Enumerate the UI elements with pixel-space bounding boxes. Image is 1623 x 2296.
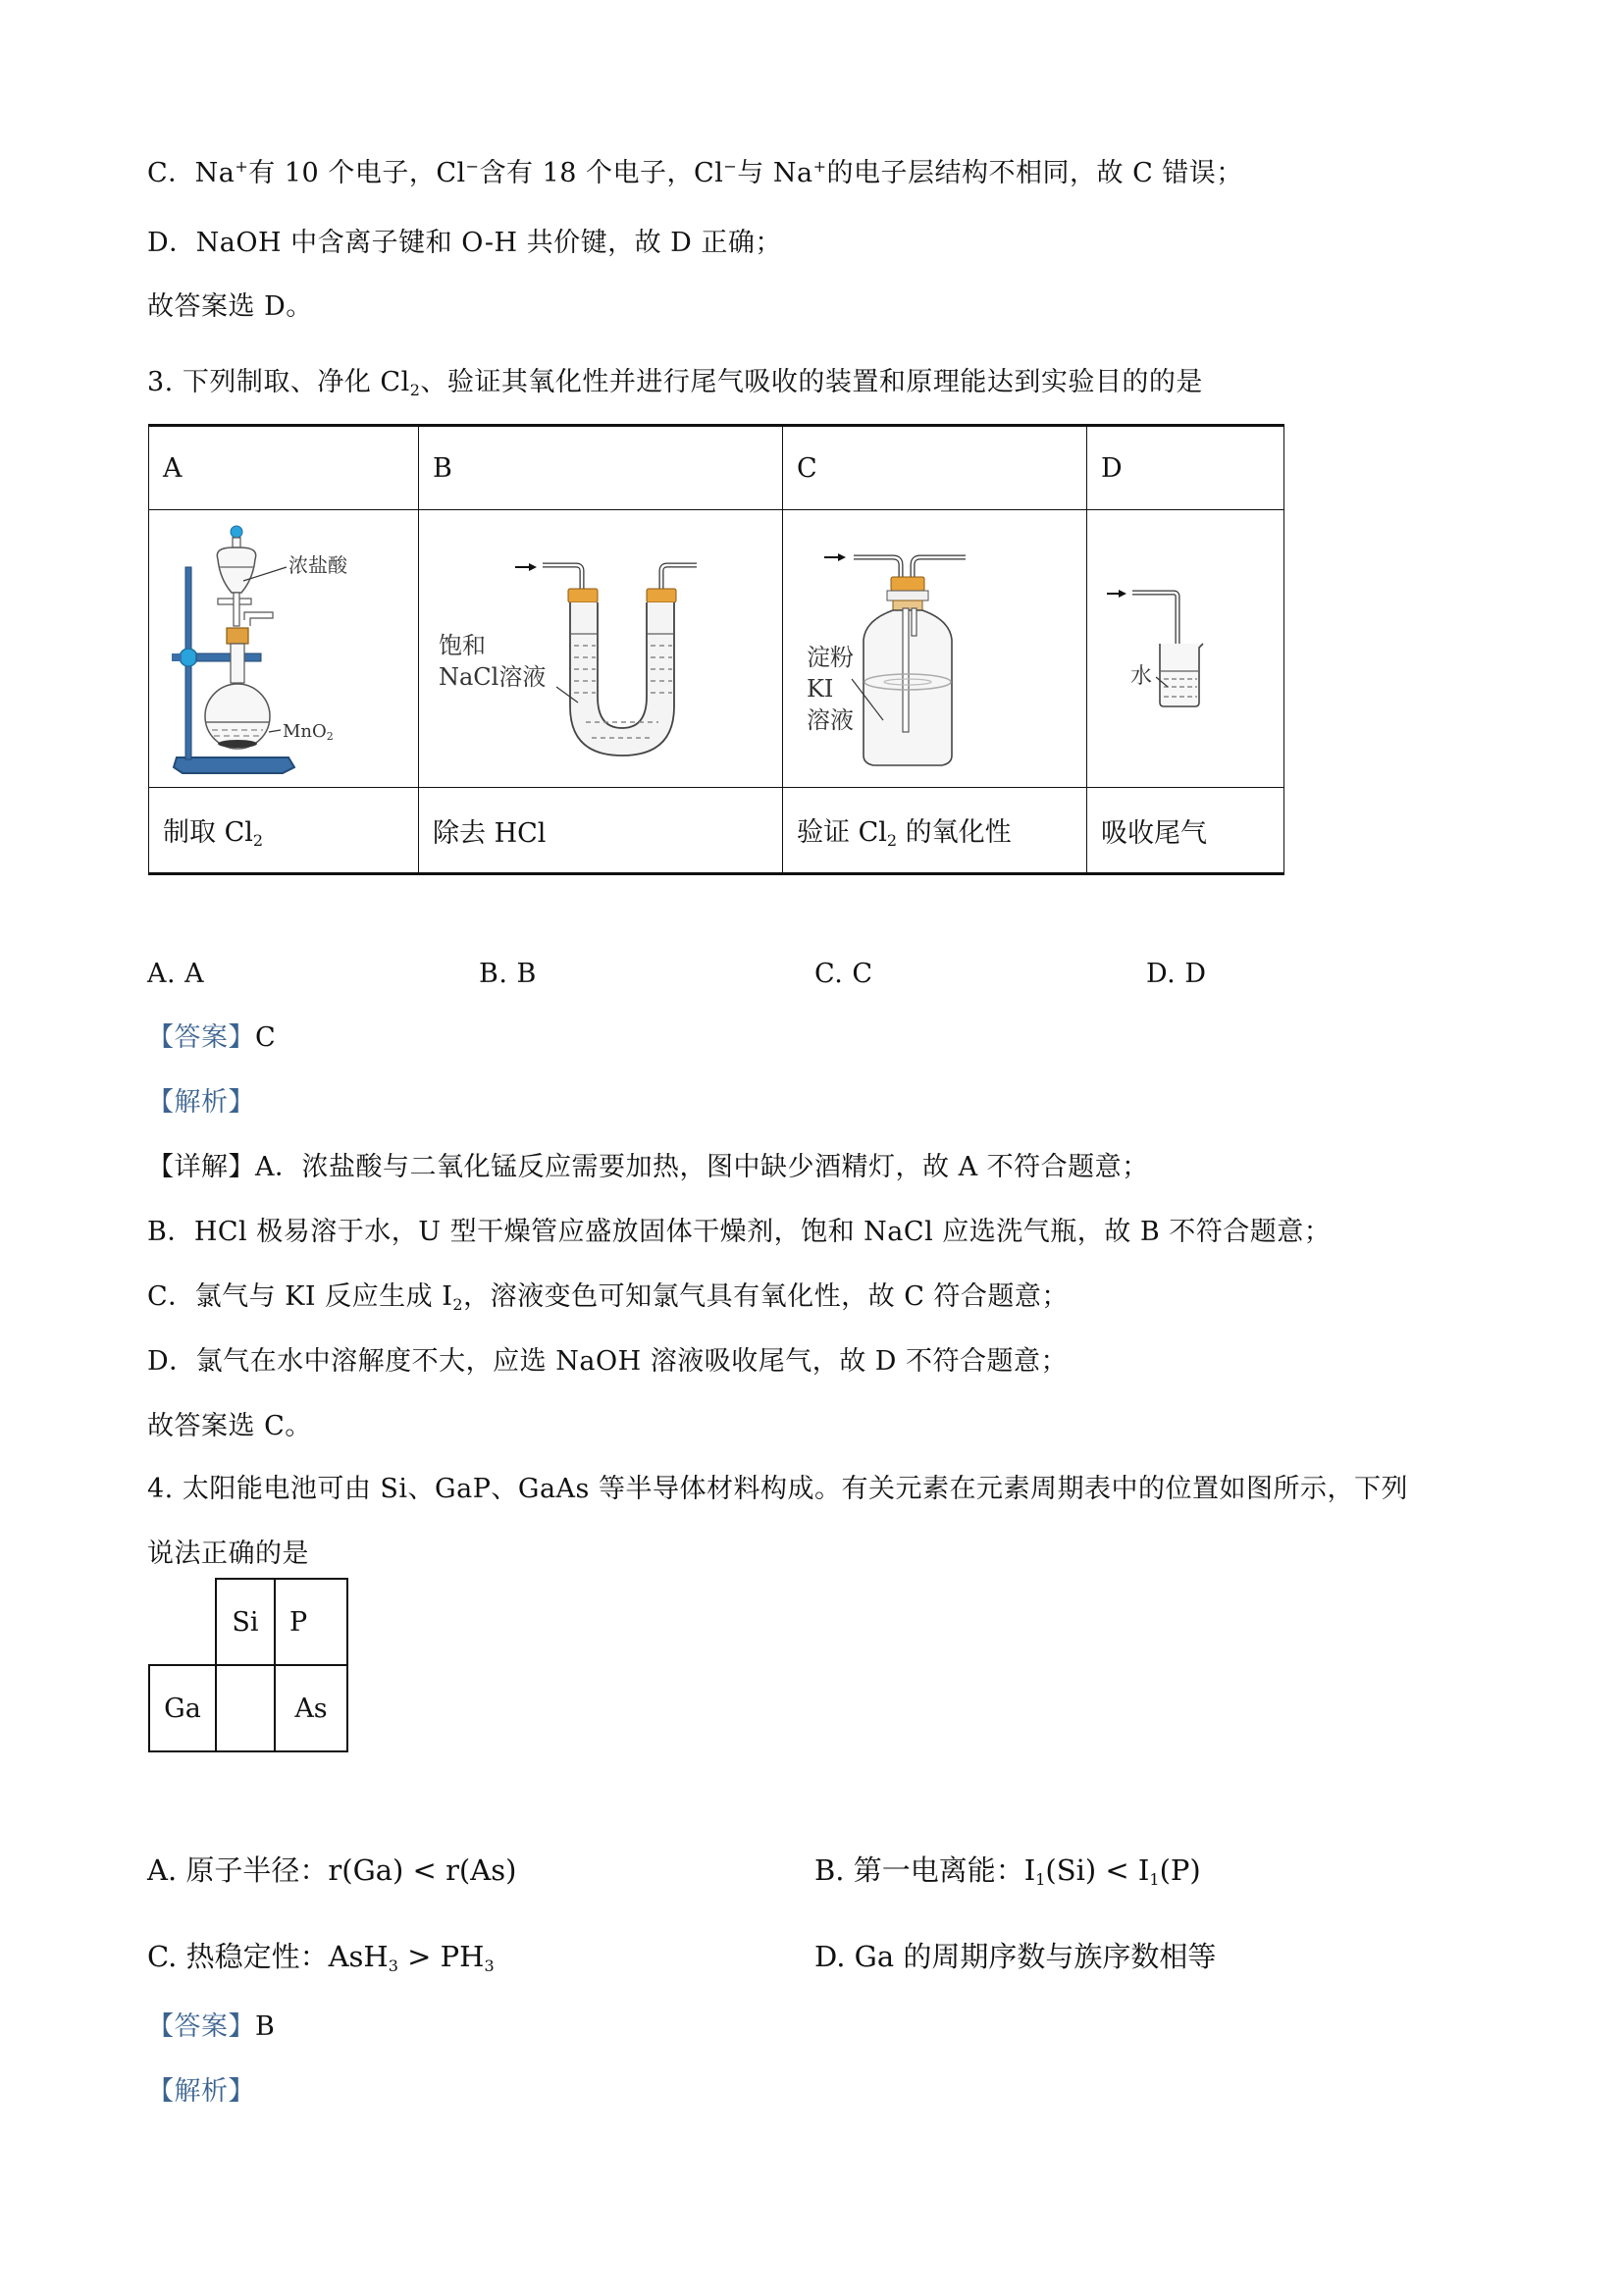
ptable-cell-p: P (275, 1579, 347, 1665)
text: (P) (1159, 1853, 1201, 1887)
answer-tag: 【答案】 (147, 2011, 255, 2042)
figure-d (1087, 510, 1283, 787)
q3-apparatus-table (148, 424, 1284, 875)
label-solution: 溶液 (807, 706, 854, 734)
prev-conclusion: 故答案选 D。 (147, 291, 313, 322)
text: C．Na (147, 158, 236, 188)
text: 除去 HCl (433, 817, 547, 849)
ptable-cell-blank (216, 1665, 275, 1751)
label-ki: KI (807, 675, 834, 703)
answer-value: C (255, 1022, 277, 1053)
header-a: A (149, 426, 419, 510)
q3-stem (147, 365, 1203, 408)
option-text: Ga 的周期序数与族序数相等 (854, 1940, 1217, 1973)
purpose-d (1087, 788, 1284, 874)
text: C．氯气与 KI 反应生成 I (147, 1281, 453, 1312)
beaker-apparatus-icon (1087, 510, 1284, 787)
q3-detail-d: D．氯气在水中溶解度不大，应选 NaOH 溶液吸收尾气，故 D 不符合题意； (147, 1346, 1069, 1377)
q3-option-d[interactable]: D. D (1146, 959, 1207, 989)
detail-tag: 【详解】 (147, 1152, 255, 1182)
q3-option-b[interactable]: B. B (479, 959, 537, 989)
text: 含有 18 个电子，Cl (479, 158, 724, 188)
text: 验证 Cl (797, 817, 887, 848)
subscript: 2 (326, 730, 334, 743)
q3-detail-c (147, 1279, 1069, 1323)
subscript: 2 (886, 831, 898, 850)
figure-b (419, 510, 782, 787)
text: 的氧化性 (897, 817, 1012, 848)
option-label: B. (814, 1853, 845, 1887)
q3-detail-a (147, 1150, 1149, 1185)
analysis-tag: 【解析】 (147, 2076, 255, 2107)
option-label: D. (814, 1940, 846, 1973)
text: (Si) < I (1045, 1853, 1150, 1887)
ptable-row-2 (149, 1665, 347, 1751)
text: 、验证其氧化性并进行尾气吸收的装置和原理能达到实验目的的是 (420, 367, 1203, 397)
table-purpose-row (149, 788, 1284, 874)
figure-a (149, 510, 418, 787)
q4-stem-line2: 说法正确的是 (147, 1539, 309, 1569)
label-water: 水 (1130, 664, 1153, 689)
answer-tag: 【答案】 (147, 1022, 255, 1053)
purpose-c (783, 788, 1087, 874)
label-saturated: 饱和 (439, 632, 486, 659)
subscript: 1 (1149, 1870, 1160, 1889)
text: > PH (397, 1940, 485, 1973)
text: 3. 下列制取、净化 Cl (147, 367, 410, 397)
figure-b-cell (419, 510, 783, 788)
q4-option-c[interactable] (147, 1935, 495, 1975)
prev-explanation-c (147, 149, 1243, 191)
option-label: C. (147, 1940, 178, 1973)
superscript: + (812, 157, 827, 176)
text: ，溶液变色可知氯气具有氧化性，故 C 符合题意； (463, 1281, 1069, 1312)
analysis-tag: 【解析】 (147, 1087, 255, 1118)
figure-c-cell (783, 510, 1087, 788)
subscript: 3 (388, 1957, 398, 1975)
ptable-row-1 (149, 1579, 347, 1665)
superscript: − (723, 157, 738, 176)
table-header-row (149, 426, 1284, 510)
ptable-cell-si: Si (216, 1579, 275, 1665)
q3-conclusion: 故答案选 C。 (147, 1411, 312, 1441)
text: 与 Na (737, 158, 813, 188)
purpose-a (149, 788, 419, 874)
subscript: 2 (409, 381, 421, 399)
text: 的电子层结构不相同，故 C 错误； (826, 158, 1243, 188)
q4-option-b[interactable] (814, 1849, 1201, 1889)
q3-answer (147, 1020, 276, 1056)
text: MnO (283, 721, 327, 742)
superscript: − (465, 157, 480, 176)
ptable-cell-as: As (275, 1665, 347, 1751)
periodic-table-fragment (148, 1578, 348, 1752)
label-mno2 (283, 718, 334, 751)
text: 制取 Cl (163, 817, 253, 848)
purpose-b (419, 788, 783, 874)
label-conc-hcl: 浓盐酸 (288, 553, 347, 577)
figure-a-cell (149, 510, 419, 788)
option-text: 原子半径：r(Ga) < r(As) (185, 1853, 517, 1887)
subscript: 1 (1035, 1870, 1046, 1889)
prev-explanation-d: D．NaOH 中含离子键和 O-H 共价键，故 D 正确； (147, 228, 782, 258)
table-figure-row (149, 510, 1284, 788)
answer-value: B (255, 2011, 276, 2042)
label-nacl-solution: NaCl溶液 (439, 663, 547, 691)
q4-stem-line1: 4. 太阳能电池可由 Si、GaP、GaAs 等半导体材料构成。有关元素在元素周期表中的位置如图所示，下列 (147, 1474, 1408, 1504)
q4-option-d[interactable] (814, 1935, 1216, 1975)
q4-analysis-tag (147, 2074, 255, 2110)
superscript: + (235, 157, 249, 176)
q3-option-c[interactable]: C. C (814, 959, 873, 989)
header-b: B (419, 426, 783, 510)
header-c: C (783, 426, 1087, 510)
ptable-cell-empty (149, 1579, 216, 1665)
text: A．浓盐酸与二氧化锰反应需要加热，图中缺少酒精灯，故 A 不符合题意； (255, 1152, 1149, 1182)
ptable-cell-ga: Ga (149, 1665, 216, 1751)
subscript: 3 (484, 1957, 495, 1975)
subscript: 2 (452, 1295, 464, 1314)
label-starch: 淀粉 (807, 644, 854, 671)
figure-d-cell (1087, 510, 1284, 788)
option-label: A. (147, 1853, 178, 1887)
text: 第一电离能：I (853, 1853, 1036, 1887)
subscript: 2 (252, 831, 264, 850)
q3-option-a[interactable]: A. A (147, 959, 205, 989)
text: 吸收尾气 (1101, 817, 1207, 849)
q3-analysis-tag (147, 1085, 255, 1121)
figure-c (783, 510, 1086, 787)
q4-answer (147, 2009, 275, 2045)
text: 热稳定性：AsH (185, 1940, 389, 1973)
q4-option-a[interactable] (147, 1849, 516, 1889)
header-d: D (1087, 426, 1284, 510)
q3-detail-b: B．HCl 极易溶于水，U 型干燥管应盛放固体干燥剂，饱和 NaCl 应选洗气瓶，故 B 不符合题意； (147, 1217, 1332, 1247)
text: 有 10 个电子，Cl (248, 158, 466, 188)
